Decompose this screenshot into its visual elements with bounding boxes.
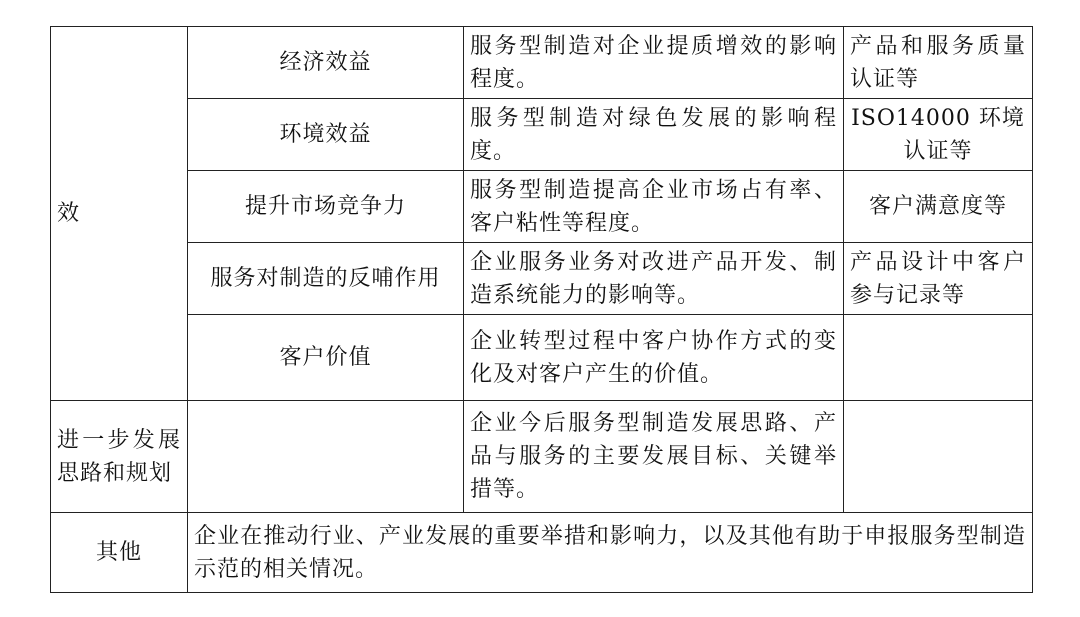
evidence-cell xyxy=(844,401,1033,513)
category-cell-other: 其他 xyxy=(51,513,188,593)
evidence-cell: 产品设计中客户参与记录等 xyxy=(844,243,1033,315)
table-row xyxy=(51,243,1033,315)
indicator-cell: 经济效益 xyxy=(188,27,464,99)
description-cell-wide: 企业在推动行业、产业发展的重要举措和影响力，以及其他有助于申报服务型制造示范的相关情况。 xyxy=(188,513,1033,593)
indicator-cell: 客户价值 xyxy=(188,315,464,401)
table-row xyxy=(51,315,1033,401)
description-cell: 服务型制造对绿色发展的影响程度。 xyxy=(464,99,844,171)
evidence-cell: 客户满意度等 xyxy=(844,171,1033,243)
description-cell: 服务型制造对企业提质增效的影响程度。 xyxy=(464,27,844,99)
table-row xyxy=(51,513,1033,593)
indicator-cell: 环境效益 xyxy=(188,99,464,171)
description-cell: 企业转型过程中客户协作方式的变化及对客户产生的价值。 xyxy=(464,315,844,401)
indicator-cell: 服务对制造的反哺作用 xyxy=(188,243,464,315)
indicator-cell xyxy=(188,401,464,513)
description-cell: 服务型制造提高企业市场占有率、客户粘性等程度。 xyxy=(464,171,844,243)
table-row xyxy=(51,171,1033,243)
category-cell-plan: 进一步发展思路和规划 xyxy=(51,401,188,513)
table-row xyxy=(51,27,1033,99)
description-cell: 企业服务业务对改进产品开发、制造系统能力的影响等。 xyxy=(464,243,844,315)
indicator-cell: 提升市场竞争力 xyxy=(188,171,464,243)
evidence-cell: ISO14000 环境认证等 xyxy=(844,99,1033,171)
category-cell-benefit: 效 xyxy=(51,27,188,401)
evidence-cell xyxy=(844,315,1033,401)
table-row xyxy=(51,99,1033,171)
description-cell: 企业今后服务型制造发展思路、产品与服务的主要发展目标、关键举措等。 xyxy=(464,401,844,513)
table-row xyxy=(51,401,1033,513)
criteria-table xyxy=(50,26,1033,593)
evidence-cell: 产品和服务质量认证等 xyxy=(844,27,1033,99)
